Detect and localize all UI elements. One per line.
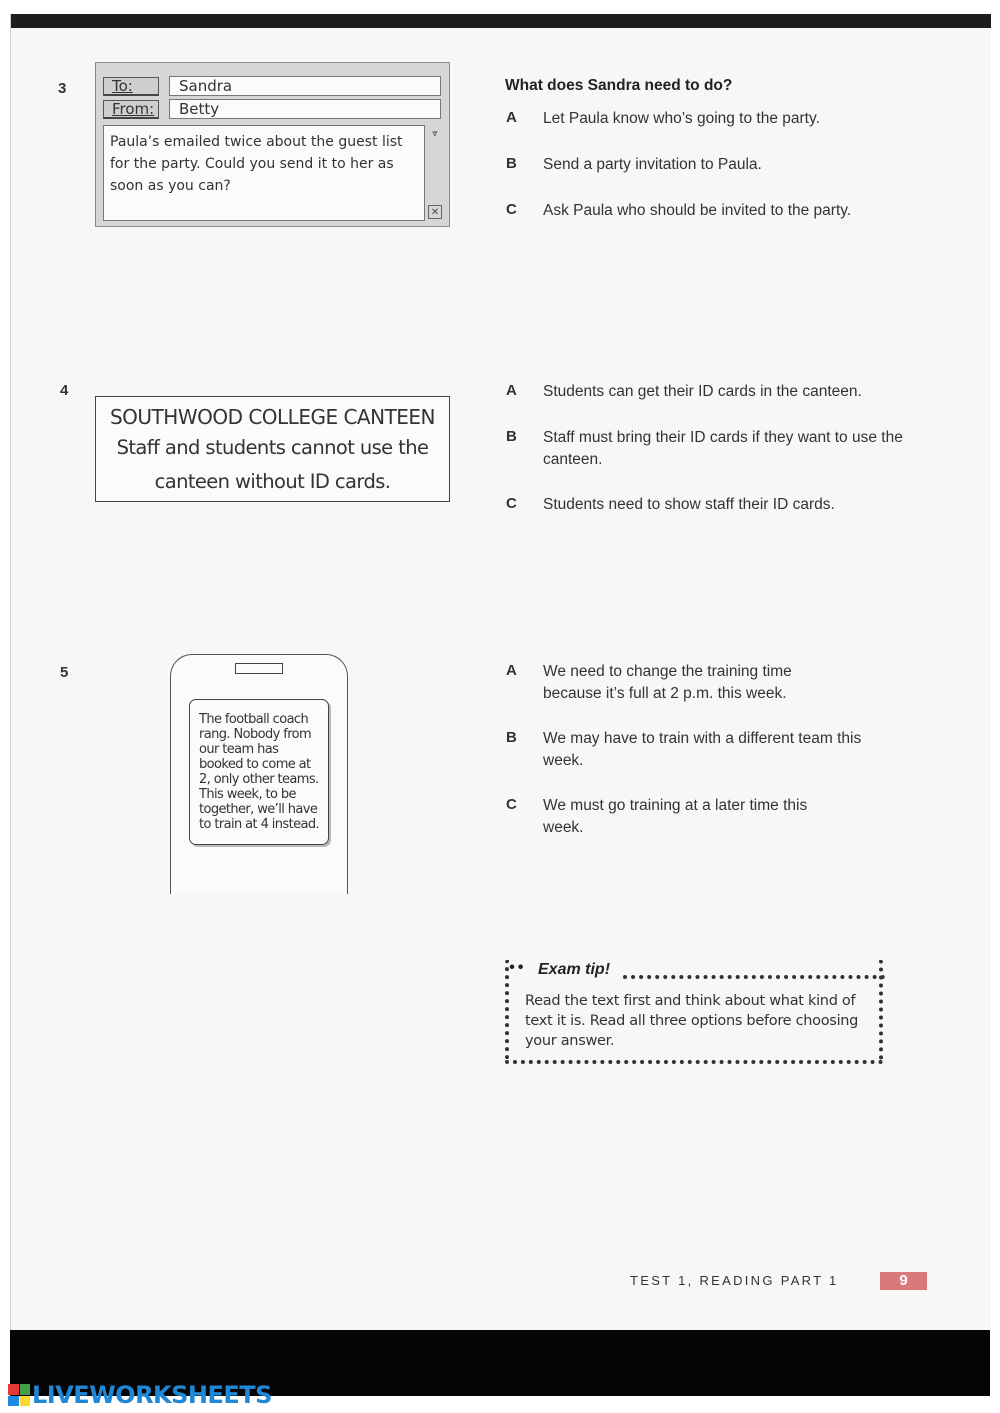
email-from-label: From:	[103, 100, 159, 119]
q4-option-b-text: Staff must bring their ID cards if they want to use the canteen.	[543, 429, 903, 468]
scan-edge-band	[11, 14, 991, 28]
tip-top-border	[623, 975, 885, 979]
email-from-field: Betty	[169, 99, 441, 119]
liveworksheets-logo[interactable]	[8, 1380, 272, 1410]
q4-option-b-letter: B	[506, 428, 517, 445]
q4-option-a-text: Students can get their ID cards in the canteen.	[543, 383, 862, 400]
footer-section-label: TEST 1, READING PART 1	[630, 1273, 839, 1288]
q4-option-c-text: Students need to show staff their ID cards.	[543, 496, 835, 513]
close-icon: ✕	[428, 205, 442, 219]
q5-option-a-text: We need to change the training time because it’s full at 2 p.m. this week.	[543, 663, 792, 702]
question-4-number: 4	[60, 382, 69, 399]
email-body: Paula’s emailed twice about the guest list for the party. Could you send it to her as soon as you can?	[103, 125, 425, 221]
q3-option-b-text: Send a party invitation to Paula.	[543, 156, 762, 173]
email-to-field: Sandra	[169, 76, 441, 96]
q5-option-c-text: We must go training at a later time this week.	[543, 797, 808, 836]
email-window	[95, 62, 450, 227]
q5-option-c-letter: C	[506, 796, 517, 813]
exam-tip-box	[505, 960, 883, 1064]
email-to-label: To:	[103, 77, 159, 96]
q3-option-b-letter: B	[506, 155, 517, 172]
q4-option-a-letter: A	[506, 382, 517, 399]
mobile-phone	[170, 654, 348, 894]
sms-message: The football coach rang. Nobody from our team has booked to come at 2, only other teams. This week, to be together, we’ll have to train at 4 instead.	[189, 699, 329, 845]
scroll-down-icon: ⩔	[432, 128, 438, 139]
canteen-notice	[95, 396, 450, 502]
notice-text: Staff and students cannot use the canteen without ID cards.	[116, 436, 429, 493]
exam-tip-text: Read the text first and think about what kind of text it is. Read all three options before choosing your answer.	[525, 993, 859, 1049]
q3-option-c-letter: C	[506, 201, 517, 218]
q5-option-a-letter: A	[506, 662, 517, 679]
q4-option-c-letter: C	[506, 495, 517, 512]
phone-speaker	[235, 663, 283, 674]
question-3-prompt: What does Sandra need to do?	[505, 77, 733, 94]
notice-title: SOUTHWOOD COLLEGE CANTEEN	[109, 405, 436, 429]
page-number: 9	[880, 1272, 927, 1290]
q5-option-b-text: We may have to train with a different team this week.	[543, 730, 862, 769]
q3-option-c-text: Ask Paula who should be invited to the party.	[543, 202, 852, 219]
question-3-number: 3	[58, 80, 67, 97]
q5-option-b-letter: B	[506, 729, 517, 746]
exam-tip-title: Exam tip!	[538, 961, 611, 978]
question-5-number: 5	[60, 664, 69, 681]
q3-option-a-letter: A	[506, 109, 517, 126]
exam-tip-heading: •• Exam tip!	[509, 959, 611, 978]
q3-option-a-text: Let Paula know who’s going to the party.	[543, 110, 820, 127]
brand-name: LIVEWORKSHEETS	[32, 1381, 272, 1409]
logo-grid-icon	[8, 1384, 30, 1406]
